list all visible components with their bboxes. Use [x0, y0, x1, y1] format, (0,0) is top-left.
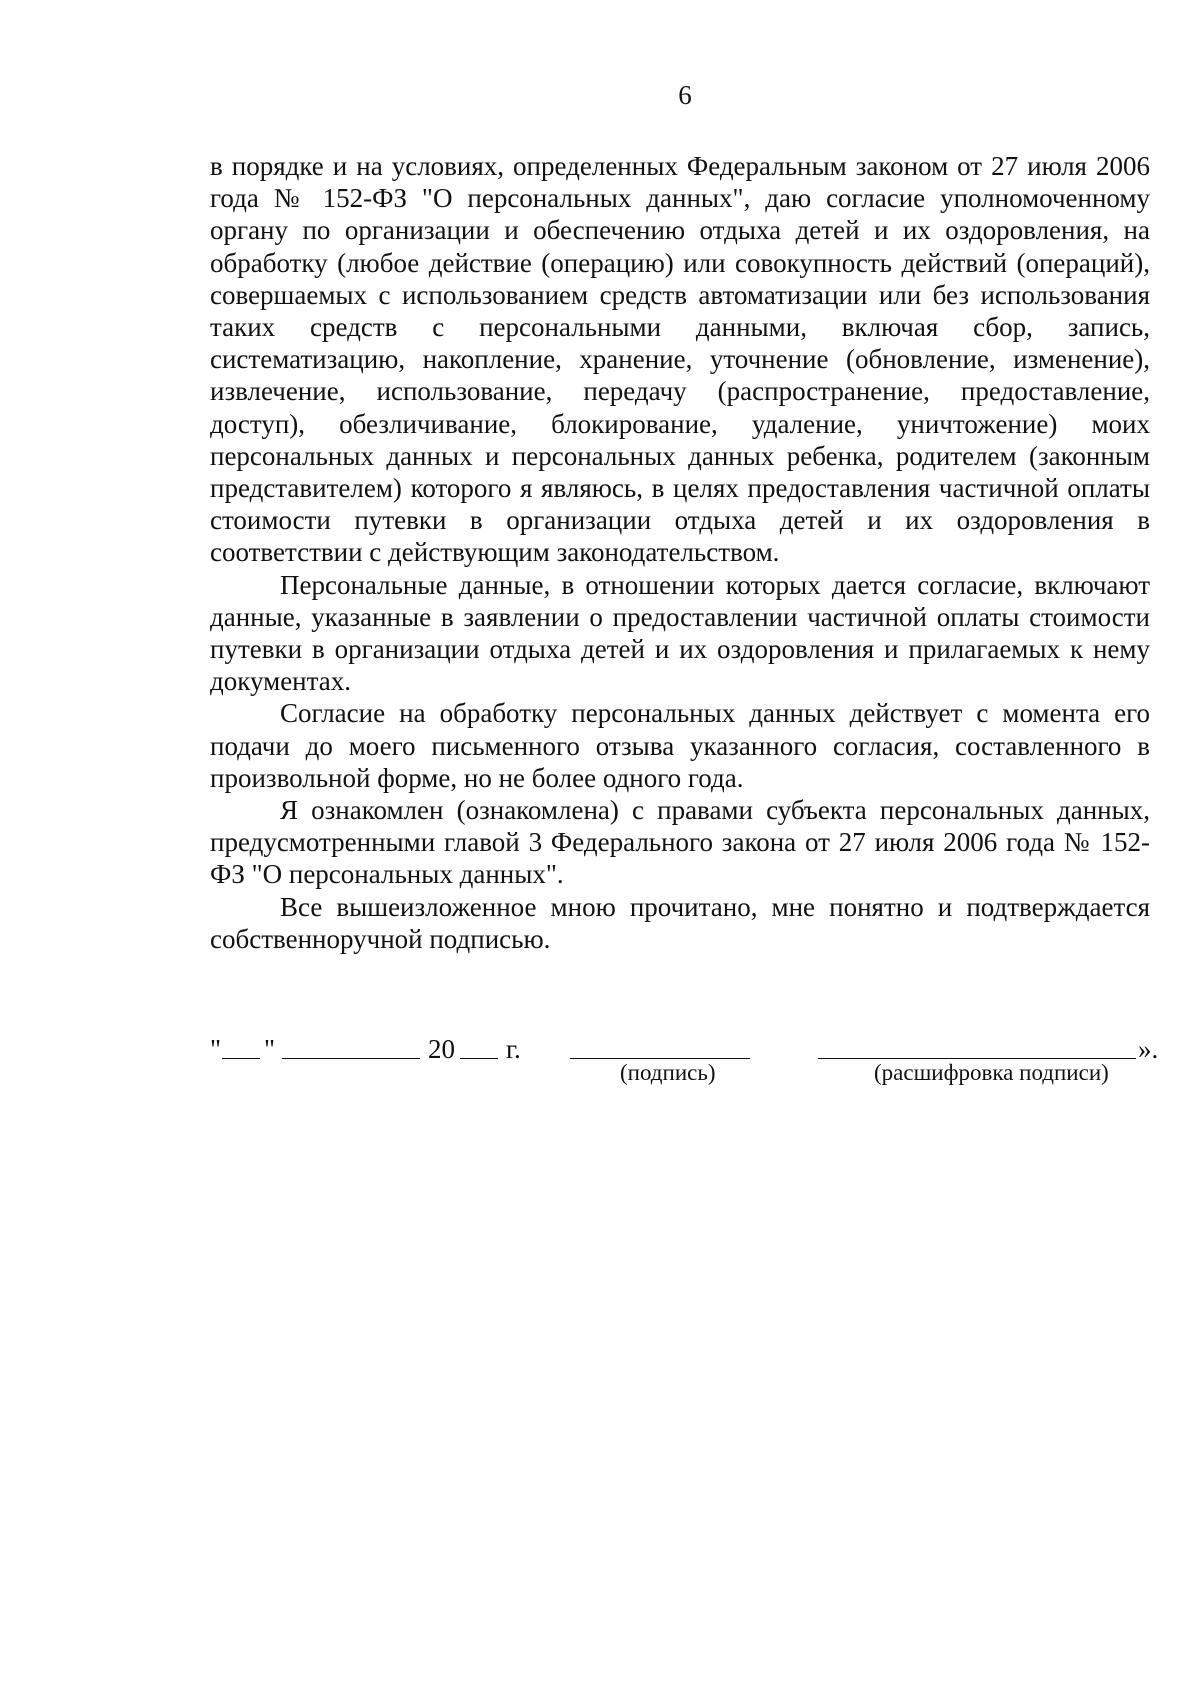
- paragraph-consent-scope: в порядке и на условиях, определенных Федеральным законом от 27 июля 2006 года № 152-ФЗ "О персональных данных", даю согласие уполномоченному органу по организации и обеспечению отдыха детей и их оздоровления, на обработку (любое действие (операцию) или совокупность действий (операций), совершаемых с использованием средств автоматизации или без использования таких средств с персональными данными, включая сбор, запись, систематизацию, накопление, хранение, уточнение (обновление, изменение), извлечение, использование, передачу (распространение, предоставление, доступ), обезличивание, блокирование, удаление, уничтожение) моих персональных данных и персональных данных ребенка, родителем (законным представителем) которого я являюсь, в целях предоставления частичной оплаты стоимости путевки в организации отдыха детей и их оздоровления в соответствии с действующим законодательством.: [210, 151, 1150, 568]
- signature-decoding-field[interactable]: [818, 1058, 1136, 1059]
- paragraph-data-list: Персональные данные, в отношении которых дается согласие, включают данные, указанные в заявлении о предоставлении частичной оплаты стоимости путевки в организации отдыха детей и их оздоровления и прилагаемых к нему документах.: [210, 569, 1150, 697]
- month-field[interactable]: [282, 1058, 420, 1059]
- paragraph-validity: Согласие на обработку персональных данных действует с момента его подачи до моего письменного отзыва указанного согласия, составленного в произвольной форме, но не более одного года.: [210, 698, 1150, 793]
- signature-row: [210, 1025, 1160, 1065]
- paragraph-confirmation: Все вышеизложенное мною прочитано, мне понятно и подтверждается собственноручной подписью.: [210, 891, 1150, 954]
- closing-mark: ».: [1138, 1034, 1159, 1064]
- date-quote-close: ": [264, 1034, 276, 1064]
- date-quote-open: ": [210, 1034, 222, 1064]
- page-number: 6: [678, 80, 692, 110]
- day-field[interactable]: [222, 1058, 260, 1059]
- paragraph-rights: Я ознакомлен (ознакомлена) с правами субъекта персональных данных, предусмотренными главой 3 Федерального закона от 27 июля 2006 года № 152-ФЗ "О персональных данных".: [210, 795, 1150, 890]
- consent-text: [210, 150, 1150, 955]
- signature-caption: (подпись): [620, 1060, 716, 1085]
- year-suffix: г.: [506, 1034, 521, 1064]
- year-prefix: 20: [428, 1034, 455, 1064]
- decoding-caption: (расшифровка подписи): [874, 1060, 1109, 1085]
- signature-field[interactable]: [570, 1058, 750, 1059]
- year-field[interactable]: [460, 1058, 498, 1059]
